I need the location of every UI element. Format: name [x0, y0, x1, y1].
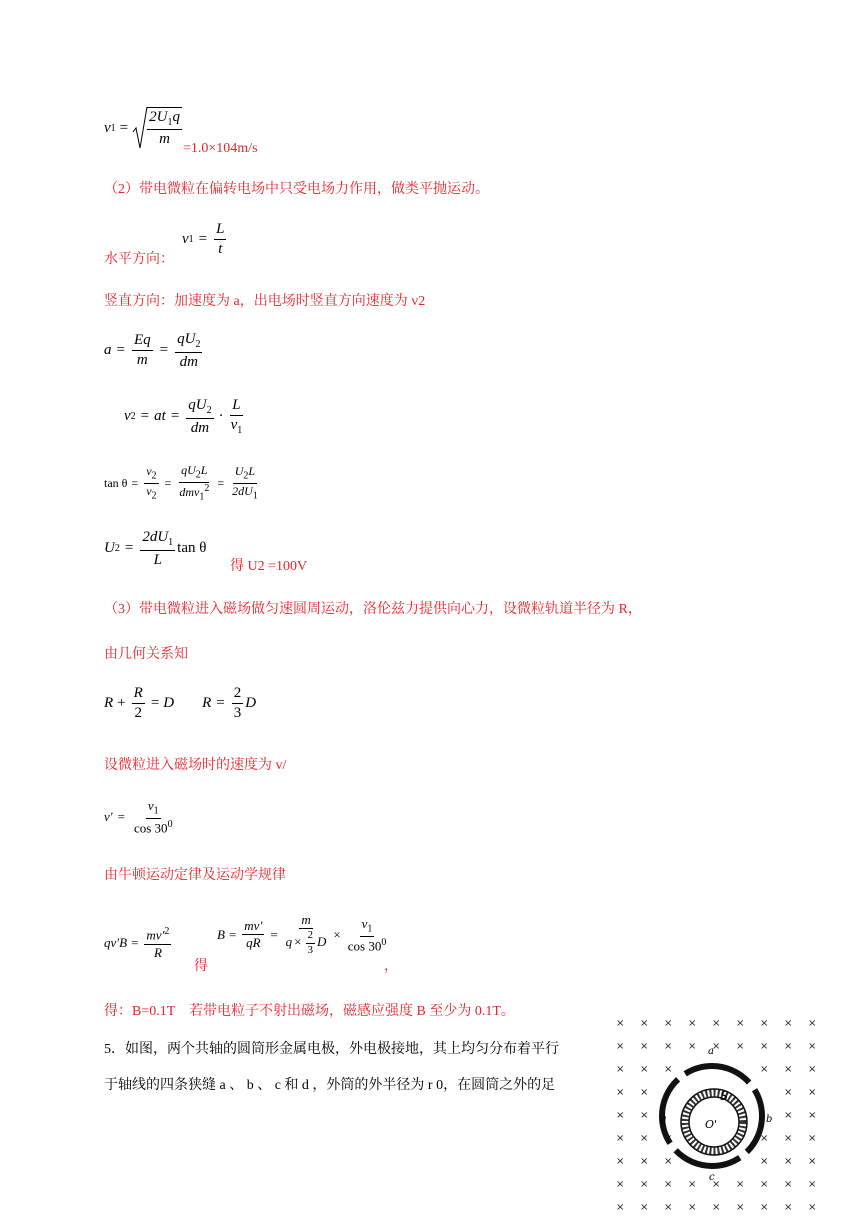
field-cross: ×	[688, 1041, 697, 1052]
field-cross: ×	[688, 1202, 697, 1213]
eq-u2: U 2 = $\frac{2dU_1}{L}$ tan θ	[104, 529, 207, 568]
field-cross: ×	[760, 1064, 769, 1075]
v1-result: =1.0×104m/s	[183, 141, 258, 156]
field-cross: ×	[664, 1179, 673, 1190]
field-cross: ×	[712, 1018, 721, 1029]
field-cross: ×	[784, 1064, 793, 1075]
field-cross: ×	[784, 1202, 793, 1213]
field-cross: ×	[640, 1018, 649, 1029]
field-cross: ×	[808, 1087, 817, 1098]
sqrt-sign	[132, 106, 148, 150]
eq-horizontal: v 1 = $\frac{L}{t}$	[182, 221, 225, 257]
field-cross: ×	[760, 1041, 769, 1052]
field-cross: ×	[616, 1087, 625, 1098]
answer-text: 得：B=0.1T 若带电粒子不射出磁场，磁感应强度 B 至少为 0.1T。	[104, 1004, 515, 1019]
field-cross: ×	[784, 1018, 793, 1029]
field-cross: ×	[736, 1202, 745, 1213]
eq-vprime: v′ = $\frac{v_1}{\cos 30^0}$	[104, 798, 173, 836]
eq-qvb: qv′B = $\frac{mv'^2}{R}$	[104, 926, 170, 960]
field-cross: ×	[616, 1110, 625, 1121]
field-cross: ×	[712, 1041, 721, 1052]
field-cross: ×	[808, 1156, 817, 1167]
field-cross: ×	[808, 1018, 817, 1029]
source-s-label: S	[720, 1089, 729, 1103]
field-cross: ×	[688, 1179, 697, 1190]
field-cross: ×	[736, 1179, 745, 1190]
field-cross: ×	[664, 1202, 673, 1213]
field-cross: ×	[664, 1156, 673, 1167]
field-cross: ×	[616, 1041, 625, 1052]
part3-title: （3）带电微粒进入磁场做匀速圆周运动，洛伦兹力提供向心力，设微粒轨道半径为 R，	[104, 602, 642, 617]
field-cross: ×	[808, 1110, 817, 1121]
field-cross: ×	[616, 1156, 625, 1167]
newton-label: 由牛顿运动定律及运动学规律	[104, 868, 286, 883]
u2-result: 得 U2 =100V	[230, 559, 308, 574]
field-cross: ×	[736, 1041, 745, 1052]
slit-c-label: c	[709, 1172, 715, 1183]
magnetic-field-crosses	[616, 1018, 816, 1213]
field-cross: ×	[808, 1041, 817, 1052]
field-cross: ×	[616, 1018, 625, 1029]
field-cross: ×	[760, 1133, 769, 1144]
field-cross: ×	[760, 1179, 769, 1190]
field-cross: ×	[712, 1179, 721, 1190]
field-cross: ×	[784, 1133, 793, 1144]
field-cross: ×	[616, 1179, 625, 1190]
eq-b: B = $\frac{mv'}{qR}$ = m q × $\frac{2}{3}$ D × $\frac{v_1}{\cos 30^0}$	[217, 912, 387, 956]
q5-line2: 于轴线的四条狭缝 a 、 b 、 c 和 d ，外筒的外半径为 r 0，在圆筒之外的足	[104, 1078, 556, 1093]
field-cross: ×	[664, 1064, 673, 1075]
eq-a: a = $\frac{Eq}{m}$ = $\frac{qU_2}{dm}$	[104, 331, 201, 370]
axis-o-label: O'	[705, 1118, 718, 1131]
field-cross: ×	[808, 1179, 817, 1190]
comma: ，	[384, 959, 398, 974]
field-cross: ×	[616, 1064, 625, 1075]
slit-d-label: d	[660, 1116, 667, 1127]
field-cross: ×	[616, 1133, 625, 1144]
field-cross: ×	[808, 1202, 817, 1213]
field-cross: ×	[640, 1202, 649, 1213]
de-label: 得	[194, 959, 208, 974]
field-cross: ×	[640, 1179, 649, 1190]
field-cross: ×	[664, 1041, 673, 1052]
field-cross: ×	[760, 1202, 769, 1213]
part2-title: （2）带电微粒在偏转电场中只受电场力作用，做类平抛运动。	[104, 182, 489, 197]
eq-v2: v 2 = at = $\frac{qU_2}{dm}$ · $\frac{L}{v_1}$	[124, 397, 243, 436]
geom-label: 由几何关系知	[104, 647, 188, 662]
field-cross: ×	[640, 1041, 649, 1052]
speed-label: 设微粒进入磁场时的速度为 v/	[104, 758, 287, 773]
field-cross: ×	[640, 1110, 649, 1121]
field-cross: ×	[784, 1156, 793, 1167]
field-cross: ×	[640, 1156, 649, 1167]
vertical-label: 竖直方向：加速度为 a，出电场时竖直方向速度为 v2	[104, 294, 426, 309]
field-cross: ×	[784, 1041, 793, 1052]
field-cross: ×	[616, 1202, 625, 1213]
horizontal-label: 水平方向：	[104, 252, 174, 267]
q5-line1: 5．如图，两个共轴的圆筒形金属电极，外电极接地，其上均匀分布着平行	[104, 1042, 559, 1057]
field-cross: ×	[808, 1064, 817, 1075]
eq-tan: tan θ = $\frac{v_2}{v_2}$ = $\frac{qU_2L}{dmv_1^2}$ = $\frac{U_2L}{2dU_1}$	[104, 463, 258, 503]
field-cross: ×	[688, 1018, 697, 1029]
field-cross: ×	[760, 1156, 769, 1167]
slit-b-label: b	[766, 1114, 773, 1125]
field-cross: ×	[712, 1202, 721, 1213]
field-cross: ×	[640, 1064, 649, 1075]
field-cross: ×	[808, 1133, 817, 1144]
field-cross: ×	[664, 1133, 673, 1144]
field-cross: ×	[640, 1133, 649, 1144]
cylinder-figure	[606, 1014, 818, 1216]
field-cross: ×	[760, 1018, 769, 1029]
slit-a-label: a	[708, 1046, 714, 1057]
field-cross: ×	[784, 1087, 793, 1098]
eq-r: R + $\frac{R}{2}$ = D R = $\frac{2}{3}$ D	[104, 685, 257, 721]
eq-v1: v 1 = $\frac{2U_1q}{m}$	[104, 106, 184, 150]
field-cross: ×	[784, 1110, 793, 1121]
field-cross: ×	[736, 1018, 745, 1029]
field-cross: ×	[640, 1087, 649, 1098]
field-cross: ×	[664, 1018, 673, 1029]
field-cross: ×	[784, 1179, 793, 1190]
